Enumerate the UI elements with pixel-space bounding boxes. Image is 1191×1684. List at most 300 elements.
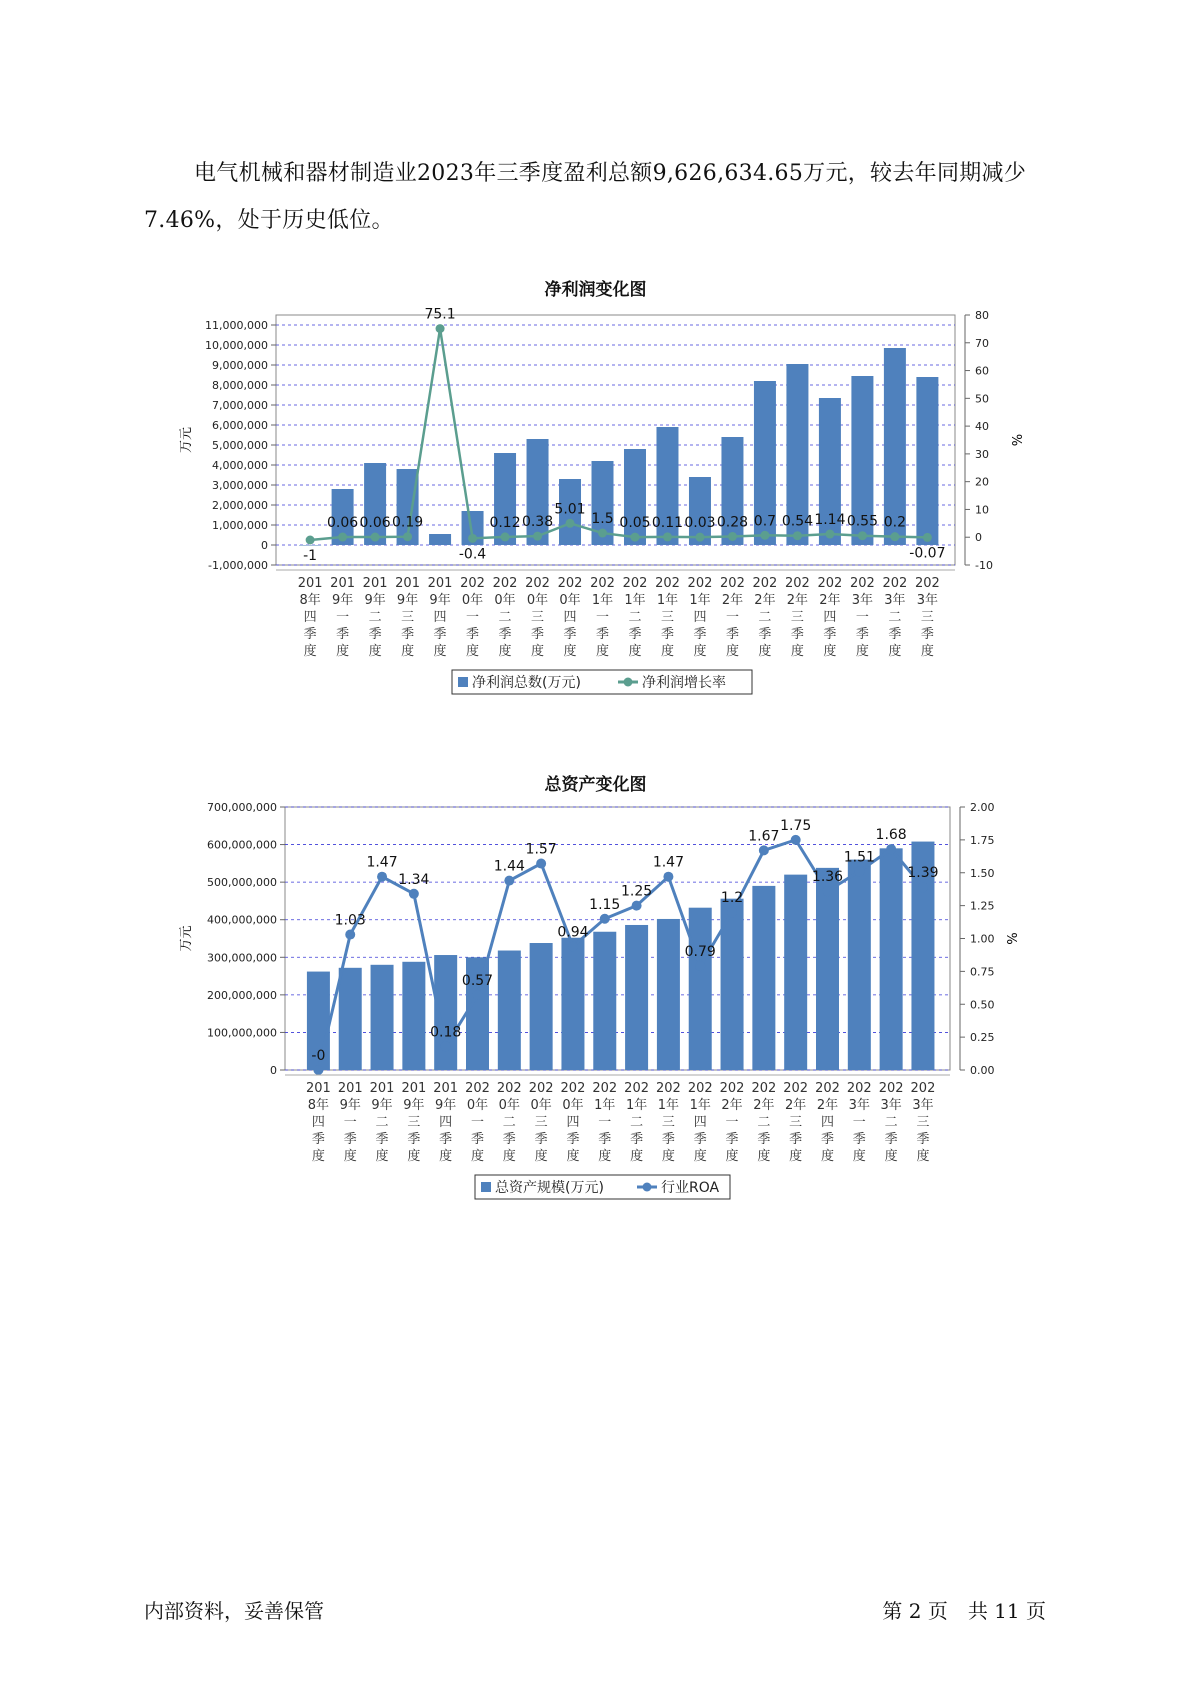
x-tick-label-line: 度 xyxy=(303,644,317,659)
line-point xyxy=(536,859,546,869)
x-tick-label xyxy=(401,1081,426,1164)
data-label: 0.03 xyxy=(684,515,716,532)
line-point xyxy=(436,324,445,333)
x-tick-label xyxy=(720,1081,745,1164)
x-tick-label-line: 9年 xyxy=(435,1098,457,1113)
line-point xyxy=(663,532,672,541)
x-tick-label-line: 季 xyxy=(725,1132,739,1147)
x-tick-label-line: 度 xyxy=(725,644,739,659)
x-tick-label-line: 一 xyxy=(598,1115,612,1130)
x-tick-label-line: 季 xyxy=(916,1132,930,1147)
x-tick-label-line: 202 xyxy=(557,576,583,591)
x-tick-label-line: 1年 xyxy=(594,1098,616,1113)
y2-tick-label: 40 xyxy=(975,420,989,434)
x-tick-label xyxy=(688,1081,713,1164)
x-tick-label-line: 度 xyxy=(820,1149,835,1164)
x-tick-label-line: 度 xyxy=(855,644,869,659)
bar xyxy=(561,938,584,1070)
x-tick-label-line: 0年 xyxy=(526,593,549,608)
x-tick-label-line: 三 xyxy=(531,610,545,625)
line-point xyxy=(345,930,355,940)
bar xyxy=(752,886,775,1070)
y-tick-label: 600,000,000 xyxy=(207,838,277,852)
line-point xyxy=(854,866,864,876)
x-tick-label-line: 度 xyxy=(534,1149,548,1164)
x-tick-label xyxy=(623,576,648,659)
x-tick-label-line: 一 xyxy=(336,610,350,625)
x-tick-label-line: 201 xyxy=(369,1081,395,1096)
x-tick-label-line: 度 xyxy=(790,644,804,659)
x-tick-label-line: 度 xyxy=(563,644,577,659)
x-tick-label xyxy=(785,576,810,659)
data-label: 1.39 xyxy=(907,865,939,882)
legend-line-label: 净利润增长率 xyxy=(642,675,726,691)
x-tick-label xyxy=(395,576,420,659)
x-tick-label-line: 三 xyxy=(790,610,804,625)
x-tick-label-line: 202 xyxy=(751,1081,777,1096)
x-tick-label-line: 二 xyxy=(368,610,382,625)
bar xyxy=(402,962,425,1070)
line-point xyxy=(793,531,802,540)
x-tick-label-line: 二 xyxy=(498,610,512,625)
data-label: 1.47 xyxy=(652,854,684,871)
bar xyxy=(429,534,451,545)
x-tick-label xyxy=(363,576,388,659)
x-tick-label-line: 二 xyxy=(888,610,902,625)
y2-tick-label: 0.25 xyxy=(970,1031,995,1045)
data-label: 0.06 xyxy=(359,515,391,532)
x-tick-label xyxy=(688,576,713,659)
x-tick-label-line: 202 xyxy=(882,576,908,591)
x-tick-label-line: 2年 xyxy=(721,593,744,608)
line-point xyxy=(468,534,477,543)
data-label: 0.19 xyxy=(391,514,424,531)
x-tick-label-line: 3年 xyxy=(880,1098,902,1113)
x-tick-label xyxy=(298,576,323,659)
line-point xyxy=(923,533,932,542)
x-tick-label-line: 202 xyxy=(590,576,615,591)
y-tick-label: 300,000,000 xyxy=(207,951,277,965)
data-label: 0.57 xyxy=(461,973,494,990)
line-point xyxy=(371,533,380,542)
chart2-title: 总资产变化图 xyxy=(544,775,647,795)
x-tick-label-line: 四 xyxy=(566,1115,580,1130)
x-tick-label-line: 202 xyxy=(655,1081,681,1096)
x-tick-label-line: 二 xyxy=(884,1115,898,1130)
x-tick-label-line: 季 xyxy=(368,627,382,642)
x-tick-label xyxy=(558,576,583,659)
x-tick-label-line: 度 xyxy=(595,644,610,659)
x-tick-label-line: 202 xyxy=(719,1081,745,1096)
x-tick-label xyxy=(465,1081,490,1164)
x-tick-label-line: 度 xyxy=(375,1149,389,1164)
line-point xyxy=(501,532,510,541)
x-tick-label-line: 202 xyxy=(460,576,485,591)
x-tick-label-line: 季 xyxy=(595,627,610,642)
line-point xyxy=(759,845,769,855)
data-label: -0.07 xyxy=(909,545,946,562)
x-tick-label-line: 202 xyxy=(496,1081,522,1096)
bar xyxy=(657,919,680,1070)
data-label: 1.25 xyxy=(621,883,653,900)
x-tick-label-line: 9年 xyxy=(429,593,451,608)
x-tick-label-line: 度 xyxy=(628,644,642,659)
x-tick-label xyxy=(815,1081,840,1164)
x-tick-label-line: 季 xyxy=(757,1132,771,1147)
x-tick-label-line: 四 xyxy=(693,610,707,625)
x-tick-label-line: 度 xyxy=(498,644,512,659)
x-tick-label-line: 季 xyxy=(855,627,869,642)
x-tick-label-line: 度 xyxy=(884,1149,898,1164)
x-tick-label xyxy=(590,576,615,659)
line-point xyxy=(600,914,610,924)
bar xyxy=(784,875,807,1070)
y2-tick-label: 70 xyxy=(975,336,989,350)
data-label: 1.5 xyxy=(591,511,614,528)
data-label: 0.55 xyxy=(846,513,878,530)
x-tick-label-line: 季 xyxy=(470,1132,485,1147)
x-tick-label-line: 201 xyxy=(362,576,388,591)
x-tick-label-line: 度 xyxy=(531,644,545,659)
line-point xyxy=(760,531,769,540)
y-tick-label: 7,000,000 xyxy=(212,399,268,412)
data-label: -1 xyxy=(303,548,318,564)
x-tick-label-line: 度 xyxy=(566,1149,580,1164)
x-tick-label xyxy=(915,576,940,659)
legend-line-label: 行业ROA xyxy=(661,1180,720,1196)
x-tick-label-line: 度 xyxy=(693,644,707,659)
x-tick-label-line: 度 xyxy=(368,644,382,659)
x-tick-label-line: 202 xyxy=(465,1081,490,1096)
line-point xyxy=(825,530,834,539)
chart1-title: 净利润变化图 xyxy=(544,280,647,300)
x-tick-label-line: 2年 xyxy=(785,1098,807,1113)
x-tick-label xyxy=(656,1081,681,1164)
x-tick-label xyxy=(753,576,778,659)
y2-tick-label: 2.00 xyxy=(970,801,995,814)
x-tick-label-line: 四 xyxy=(820,1115,835,1130)
x-tick-label-line: 1年 xyxy=(656,593,679,608)
net-profit-chart xyxy=(0,300,1191,730)
line-point xyxy=(791,835,801,845)
x-tick-label-line: 四 xyxy=(311,1115,325,1130)
x-tick-label-line: 202 xyxy=(528,1081,554,1096)
summary-paragraph: 电气机械和器材制造业2023年三季度盈利总额9,626,634.65万元，较去年同期减少7.46%，处于历史低位。 xyxy=(144,161,1027,233)
x-tick-label-line: 度 xyxy=(920,644,934,659)
x-tick-label xyxy=(655,576,680,659)
x-tick-label-line: 三 xyxy=(916,1115,930,1130)
line-point xyxy=(568,941,578,951)
line-point xyxy=(441,1041,451,1051)
x-tick-label-line: 1年 xyxy=(689,593,711,608)
line-point xyxy=(377,872,387,882)
x-tick-label-line: 202 xyxy=(785,576,810,591)
x-tick-label xyxy=(818,576,843,659)
x-tick-label-line: 8年 xyxy=(307,1098,330,1113)
x-tick-label-line: 季 xyxy=(661,1132,675,1147)
x-tick-label xyxy=(306,1081,331,1164)
x-tick-label-line: 度 xyxy=(888,644,902,659)
x-tick-label-line: 季 xyxy=(534,1132,548,1147)
x-tick-label-line: 3年 xyxy=(916,593,939,608)
y2-tick-label: 0.75 xyxy=(970,965,995,979)
x-tick-label-line: 8年 xyxy=(299,593,321,608)
x-tick-label-line: 201 xyxy=(337,1081,363,1096)
data-label: 0.18 xyxy=(430,1024,462,1041)
x-tick-label-line: 三 xyxy=(401,610,415,625)
x-tick-label-line: 季 xyxy=(466,627,480,642)
data-label: 1.68 xyxy=(875,827,907,844)
x-tick-label-line: 季 xyxy=(852,1132,866,1147)
x-tick-label-line: 度 xyxy=(466,644,480,659)
line-point xyxy=(533,532,542,541)
x-tick-label-line: 三 xyxy=(661,1115,675,1130)
x-tick-label-line: 度 xyxy=(852,1149,866,1164)
x-tick-label-line: 四 xyxy=(439,1115,453,1130)
data-label: 1.03 xyxy=(334,912,366,929)
x-tick-label xyxy=(460,576,485,659)
x-tick-label-line: 9年 xyxy=(331,593,354,608)
x-tick-label-line: 度 xyxy=(343,1149,357,1164)
x-tick-label-line: 一 xyxy=(725,610,739,625)
line-point xyxy=(403,532,412,541)
x-tick-label-line: 季 xyxy=(311,1132,325,1147)
x-tick-label-line: 度 xyxy=(916,1149,930,1164)
x-tick-label-line: 季 xyxy=(498,627,512,642)
footer-page-number: 第 2 页 共 11 页 xyxy=(882,1599,1046,1623)
x-tick-label-line: 一 xyxy=(855,610,869,625)
data-label: 5.01 xyxy=(554,501,586,518)
y-tick-label: 11,000,000 xyxy=(205,319,268,332)
x-tick-label xyxy=(850,576,875,659)
y-tick-label: 8,000,000 xyxy=(212,379,268,392)
legend-bar-swatch xyxy=(458,677,468,687)
x-tick-label-line: 一 xyxy=(470,1115,485,1130)
x-tick-label-line: 季 xyxy=(920,627,934,642)
x-tick-label-line: 202 xyxy=(849,576,875,591)
x-tick-label-line: 202 xyxy=(910,1081,936,1096)
y-tick-label: -1,000,000 xyxy=(208,559,268,572)
y-tick-label: 700,000,000 xyxy=(207,801,277,814)
x-tick-label-line: 季 xyxy=(598,1132,612,1147)
y-axis-title: 万元 xyxy=(179,426,194,454)
x-tick-label-line: 季 xyxy=(336,627,350,642)
y2-tick-label: 50 xyxy=(975,392,989,406)
y2-tick-label: 10 xyxy=(975,503,989,517)
bar xyxy=(498,951,521,1070)
bar xyxy=(494,453,516,545)
data-label: 0.06 xyxy=(327,515,359,532)
x-tick-label-line: 四 xyxy=(563,610,577,625)
x-tick-label-line: 季 xyxy=(789,1132,803,1147)
data-label: 0.54 xyxy=(781,513,814,530)
data-label: 75.1 xyxy=(424,306,456,323)
line-point xyxy=(504,876,514,886)
bar xyxy=(880,848,903,1070)
y2-tick-label: -10 xyxy=(975,559,993,572)
y2-tick-label: 0.50 xyxy=(970,998,995,1012)
x-tick-label-line: 季 xyxy=(439,1132,453,1147)
x-tick-label xyxy=(847,1081,872,1164)
x-tick-label-line: 0年 xyxy=(466,1098,489,1113)
x-tick-label-line: 2年 xyxy=(786,593,809,608)
x-tick-label-line: 2年 xyxy=(816,1098,839,1113)
x-tick-label xyxy=(879,1081,904,1164)
x-tick-label-line: 0年 xyxy=(494,593,516,608)
x-tick-label-line: 度 xyxy=(661,1149,675,1164)
x-tick-label xyxy=(561,1081,586,1164)
line-point xyxy=(695,961,705,971)
x-tick-label-line: 201 xyxy=(427,576,453,591)
y2-tick-label: 80 xyxy=(975,309,989,322)
y2-tick-label: 1.50 xyxy=(970,866,995,880)
x-tick-label xyxy=(911,1081,936,1164)
data-label: 0.79 xyxy=(684,944,716,961)
x-tick-label xyxy=(338,1081,363,1164)
x-tick-label-line: 度 xyxy=(693,1149,707,1164)
line-point xyxy=(918,882,928,892)
y-tick-label: 400,000,000 xyxy=(207,913,277,927)
total-assets-chart xyxy=(0,795,1191,1225)
x-tick-label-line: 季 xyxy=(725,627,739,642)
data-label: 0.38 xyxy=(521,514,554,531)
data-label: 1.57 xyxy=(525,841,557,858)
x-tick-label-line: 四 xyxy=(823,610,837,625)
x-tick-label-line: 一 xyxy=(343,1115,357,1130)
line-point xyxy=(313,1065,323,1075)
line-point xyxy=(663,872,673,882)
x-tick-label-line: 9年 xyxy=(371,1098,393,1113)
data-label: 1.14 xyxy=(814,512,846,529)
x-tick-label-line: 二 xyxy=(502,1115,516,1130)
y-axis-title: 万元 xyxy=(179,925,194,952)
x-tick-label xyxy=(370,1081,395,1164)
y-tick-label: 10,000,000 xyxy=(205,339,268,352)
line-point xyxy=(886,844,896,854)
x-tick-label-line: 度 xyxy=(630,1149,644,1164)
x-tick-label-line: 季 xyxy=(531,627,545,642)
x-tick-label-line: 9年 xyxy=(364,593,386,608)
x-tick-label-line: 202 xyxy=(525,576,550,591)
bar xyxy=(593,932,616,1070)
line-point xyxy=(727,907,737,917)
x-tick-label-line: 2年 xyxy=(754,593,776,608)
x-tick-label-line: 季 xyxy=(433,627,447,642)
x-tick-label xyxy=(330,576,355,659)
y2-axis-title: % xyxy=(1003,932,1018,945)
y2-tick-label: 1.25 xyxy=(970,899,995,913)
x-tick-label-line: 度 xyxy=(336,644,350,659)
line-point xyxy=(823,886,833,896)
x-tick-label-line: 201 xyxy=(305,1081,331,1096)
data-label: 1.51 xyxy=(843,849,875,866)
x-tick-label-line: 一 xyxy=(595,610,610,625)
x-tick-label-line: 201 xyxy=(297,576,323,591)
y2-axis-title: % xyxy=(1008,433,1023,447)
line-point xyxy=(695,533,704,542)
x-tick-label-line: 季 xyxy=(884,1132,898,1147)
bar xyxy=(625,925,648,1070)
bar xyxy=(530,943,553,1070)
x-tick-label-line: 季 xyxy=(820,1132,835,1147)
x-tick-label-line: 202 xyxy=(492,576,518,591)
bar xyxy=(816,868,839,1070)
line-point xyxy=(728,532,737,541)
x-tick-label-line: 季 xyxy=(628,627,642,642)
x-tick-label-line: 季 xyxy=(563,627,577,642)
x-tick-label-line: 三 xyxy=(660,610,674,625)
x-tick-label-line: 度 xyxy=(401,644,415,659)
x-tick-label-line: 1年 xyxy=(625,1098,648,1113)
x-tick-label xyxy=(592,1081,617,1164)
line-point xyxy=(306,536,315,545)
x-tick-label-line: 2年 xyxy=(753,1098,775,1113)
y-tick-label: 5,000,000 xyxy=(212,439,268,452)
x-tick-label-line: 9年 xyxy=(396,593,419,608)
x-tick-label-line: 202 xyxy=(914,576,940,591)
bar xyxy=(916,377,938,545)
x-tick-label-line: 0年 xyxy=(530,1098,552,1113)
x-tick-label-line: 3年 xyxy=(884,593,906,608)
x-tick-label-line: 度 xyxy=(407,1149,421,1164)
line-point xyxy=(409,889,419,899)
data-label: 0.7 xyxy=(753,513,777,530)
x-tick-label-line: 202 xyxy=(592,1081,618,1096)
x-tick-label-line: 季 xyxy=(566,1132,580,1147)
y2-tick-label: 1.00 xyxy=(970,932,995,946)
data-label: 0.05 xyxy=(619,515,651,532)
x-tick-label-line: 202 xyxy=(817,576,843,591)
x-tick-label-line: 季 xyxy=(758,627,772,642)
x-tick-label-line: 9年 xyxy=(403,1098,425,1113)
x-tick-label xyxy=(783,1081,808,1164)
x-tick-label-line: 二 xyxy=(757,1115,771,1130)
x-tick-label xyxy=(624,1081,649,1164)
data-label: 0.94 xyxy=(557,924,589,941)
y-tick-label: 3,000,000 xyxy=(212,479,268,492)
x-tick-label-line: 0年 xyxy=(498,1098,520,1113)
y-tick-label: 4,000,000 xyxy=(212,459,268,472)
x-tick-label-line: 季 xyxy=(888,627,902,642)
x-tick-label-line: 202 xyxy=(720,576,745,591)
x-tick-label-line: 度 xyxy=(470,1149,485,1164)
x-tick-label-line: 202 xyxy=(846,1081,872,1096)
x-tick-label-line: 201 xyxy=(401,1081,427,1096)
x-tick-label-line: 季 xyxy=(303,627,317,642)
x-tick-label-line: 度 xyxy=(502,1149,516,1164)
y-tick-label: 200,000,000 xyxy=(207,988,277,1002)
x-tick-label-line: 202 xyxy=(560,1081,586,1096)
x-tick-label-line: 202 xyxy=(687,1081,713,1096)
x-tick-label-line: 202 xyxy=(752,576,778,591)
y-tick-label: 1,000,000 xyxy=(212,519,268,532)
y-tick-label: 2,000,000 xyxy=(212,499,268,512)
data-label: 0.12 xyxy=(489,514,521,531)
data-label: 1.34 xyxy=(398,871,430,888)
x-tick-label-line: 3年 xyxy=(912,1098,934,1113)
x-tick-label-line: 1年 xyxy=(657,1098,680,1113)
x-tick-label xyxy=(525,576,550,659)
bar xyxy=(689,908,712,1070)
data-label: -0 xyxy=(311,1048,326,1064)
y-tick-label: 500,000,000 xyxy=(207,876,277,890)
x-tick-label-line: 四 xyxy=(693,1115,707,1130)
x-tick-label-line: 季 xyxy=(407,1132,421,1147)
x-tick-label-line: 二 xyxy=(630,1115,644,1130)
x-tick-label-line: 2年 xyxy=(721,1098,743,1113)
x-tick-label-line: 3年 xyxy=(848,1098,870,1113)
line-point xyxy=(566,519,575,528)
